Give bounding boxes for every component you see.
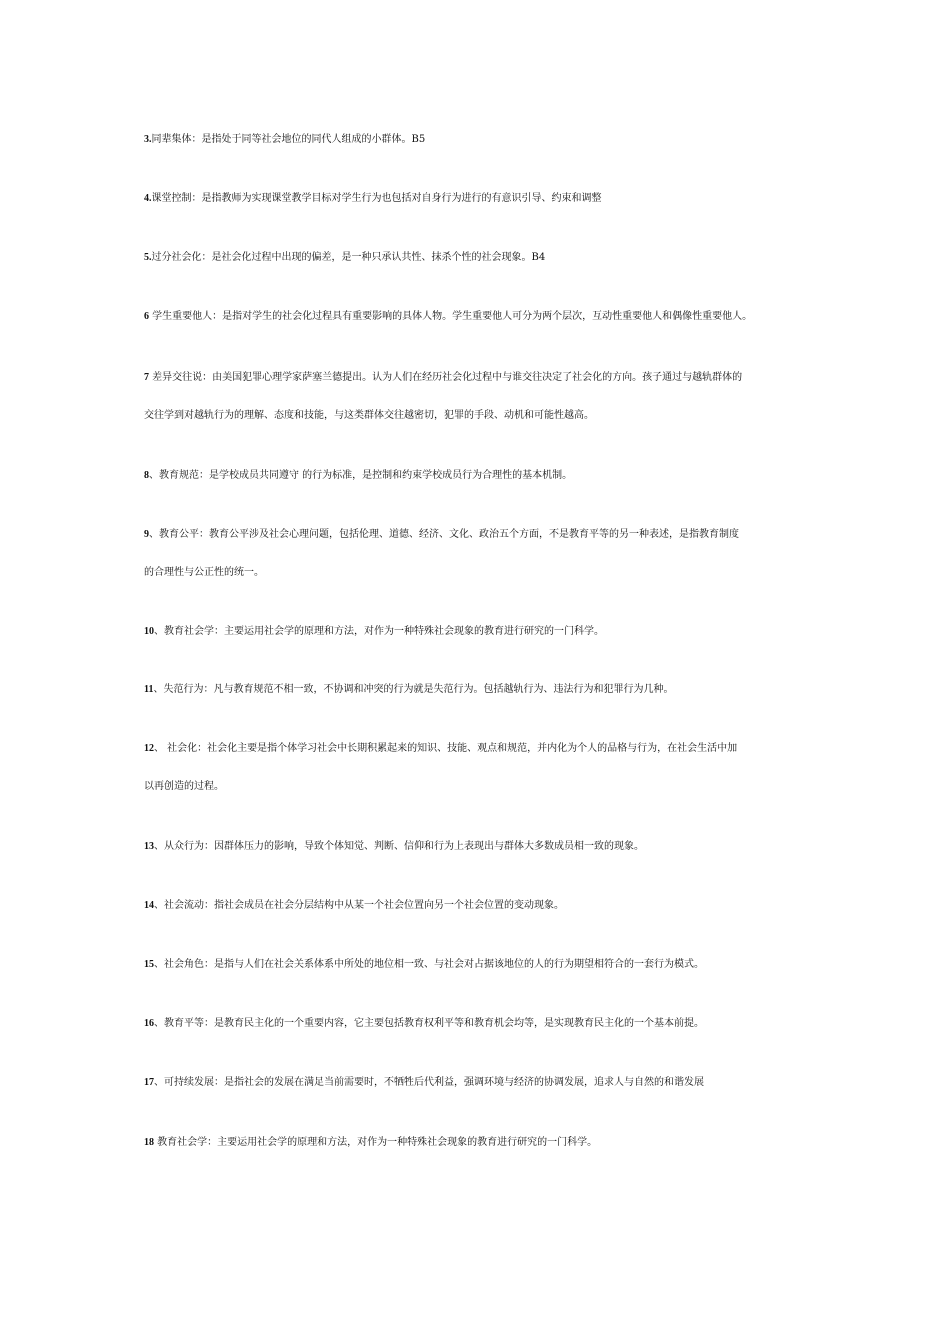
term-entry-15 — [144, 946, 824, 984]
term-entry-7 — [144, 359, 824, 435]
entry-text: 、教育规范：是学校成员共同遵守 的行为标准，是控制和约束学校成员行为合理性的基本机制。 — [149, 470, 573, 481]
entry-number: 4. — [144, 193, 152, 204]
entry-number: 10 — [144, 626, 154, 637]
entry-number: 13 — [144, 841, 154, 852]
entry-number: 18 — [144, 1137, 154, 1148]
entry-line — [144, 180, 824, 218]
entry-line — [144, 828, 824, 866]
entry-text: 、 社会化：社会化主要是指个体学习社会中长期积累起来的知识、技能、观点和规范，并内化为个人的品格与行为，在社会生活中加 — [154, 743, 738, 754]
entry-number: 8 — [144, 470, 149, 481]
entry-text: 、可持续发展：是指社会的发展在满足当前需要时，不牺牲后代利益，强调环境与经济的协调发展，追求人与自然的和谐发展 — [154, 1077, 704, 1088]
entry-text: 同辈集体：是指处于同等社会地位的同代人组成的小群体。B5 — [151, 134, 426, 145]
term-entry-5 — [144, 239, 824, 277]
entry-line — [144, 1005, 824, 1043]
entry-number: 14 — [144, 900, 154, 911]
entry-text: 课堂控制：是指教师为实现课堂教学目标对学生行为也包括对自身行为进行的有意识引导、约束和调整 — [151, 193, 602, 204]
entry-line-continuation: 交往学到对越轨行为的理解、态度和技能，与这类群体交往越密切，犯罪的手段、动机和可能性越高。 — [144, 410, 594, 421]
entry-line — [144, 887, 824, 925]
entry-number: 15 — [144, 959, 154, 970]
entry-number: 6 — [144, 311, 149, 322]
entry-text: 过分社会化：是社会化过程中出现的偏差，是一种只承认共性、抹杀个性的社会现象。B4 — [151, 252, 546, 263]
term-entry-6 — [144, 298, 824, 336]
entry-number: 3. — [144, 134, 152, 145]
term-entry-16 — [144, 1005, 824, 1043]
entry-number: 9 — [144, 529, 149, 540]
entry-text: 、教育社会学：主要运用社会学的原理和方法，对作为一种特殊社会现象的教育进行研究的一门科学。 — [154, 626, 604, 637]
term-entry-9 — [144, 516, 824, 592]
term-entry-11 — [144, 671, 824, 709]
entry-line — [144, 298, 824, 336]
entry-number: 16 — [144, 1018, 154, 1029]
term-entry-4 — [144, 180, 824, 218]
entry-text: 、教育平等：是教育民主化的一个重要内容，它主要包括教育权利平等和教育机会均等，是实现教育民主化的一个基本前提。 — [154, 1018, 704, 1029]
entry-line — [144, 516, 824, 554]
term-entry-18 — [144, 1124, 824, 1162]
entry-text: 、从众行为：因群体压力的影响，导致个体知觉、判断、信仰和行为上表现出与群体大多数成员相一致的现象。 — [154, 841, 644, 852]
entry-number: 11 — [144, 684, 154, 695]
entry-line — [144, 1064, 824, 1102]
term-entry-12 — [144, 730, 824, 806]
entry-line — [144, 457, 824, 495]
term-entry-3 — [144, 121, 824, 159]
entry-line — [144, 613, 824, 651]
entry-text: 、社会流动：指社会成员在社会分层结构中从某一个社会位置向另一个社会位置的变动现象。 — [154, 900, 564, 911]
entry-line — [144, 359, 824, 397]
entry-line — [144, 121, 824, 159]
entry-text: 教育社会学：主要运用社会学的原理和方法，对作为一种特殊社会现象的教育进行研究的一门科学。 — [154, 1137, 598, 1148]
entry-number: 17 — [144, 1077, 154, 1088]
entry-text: 差异交往说：由美国犯罪心理学家萨塞兰德提出。认为人们在经历社会化过程中与谁交往决定了社会化的方向。孩子通过与越轨群体的 — [149, 372, 743, 383]
entry-text: 、社会角色：是指与人们在社会关系体系中所处的地位相一致、与社会对占据该地位的人的行为期望相符合的一套行为模式。 — [154, 959, 704, 970]
term-entry-8 — [144, 457, 824, 495]
entry-line-continuation: 以再创造的过程。 — [144, 781, 224, 792]
entry-text: 、教育公平：教育公平涉及社会心理问题，包括伦理、道德、经济、文化、政治五个方面，不是教育平等的另一种表述，是指教育制度 — [149, 529, 739, 540]
entry-number: 12 — [144, 743, 154, 754]
entry-number: 7 — [144, 372, 149, 383]
term-entry-10 — [144, 613, 824, 651]
entry-line — [144, 946, 824, 984]
entry-text: 学生重要他人：是指对学生的社会化过程具有重要影响的具体人物。学生重要他人可分为两个层次，互动性重要他人和偶像性重要他人。 — [149, 311, 753, 322]
term-entry-14 — [144, 887, 824, 925]
entry-line — [144, 239, 824, 277]
term-entry-13 — [144, 828, 824, 866]
entry-line-continuation: 的合理性与公正性的统一。 — [144, 567, 264, 578]
entry-line — [144, 730, 824, 768]
entry-line — [144, 1124, 824, 1162]
entry-text: 、失范行为：凡与教育规范不相一致，不协调和冲突的行为就是失范行为。包括越轨行为、违法行为和犯罪行为几种。 — [153, 684, 674, 695]
entry-line — [144, 671, 824, 709]
term-entry-17 — [144, 1064, 824, 1102]
entry-number: 5. — [144, 252, 152, 263]
